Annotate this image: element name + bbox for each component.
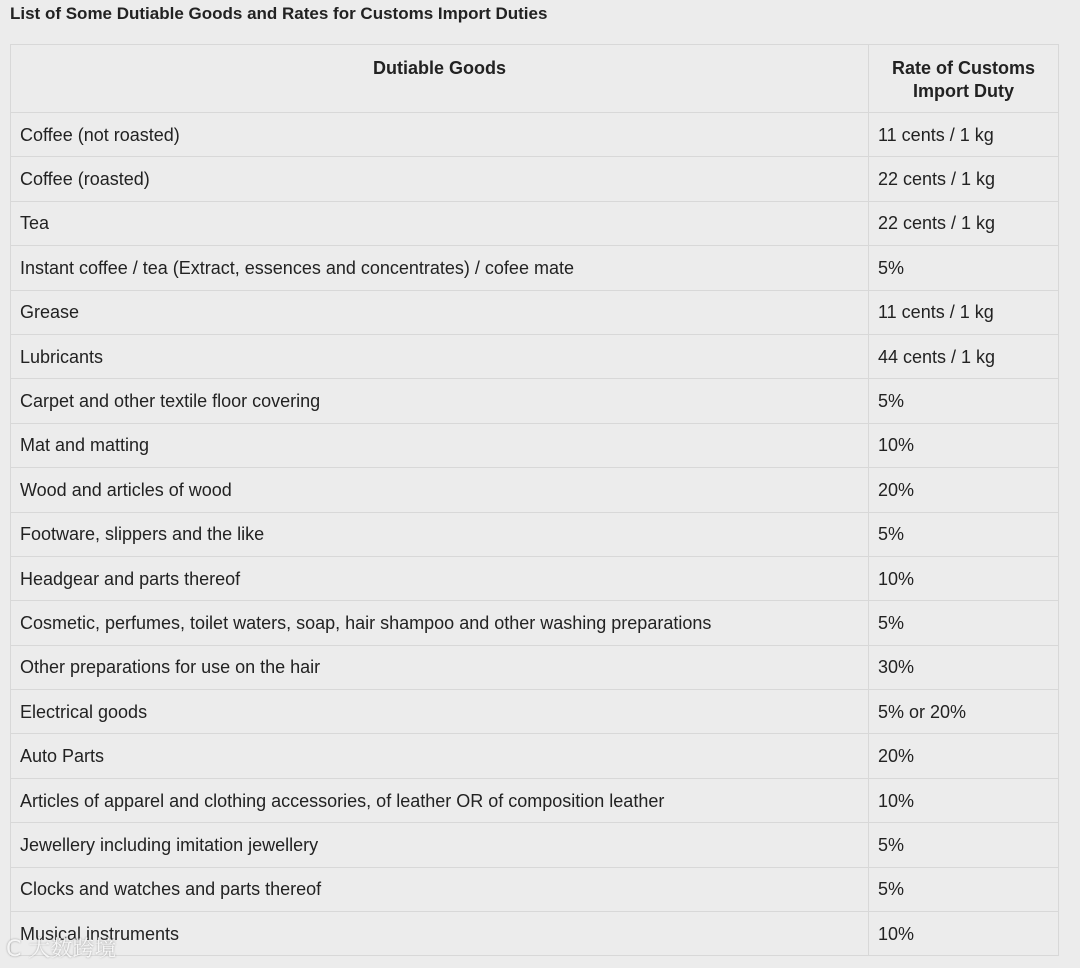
rate-cell: 5% bbox=[869, 823, 1059, 867]
goods-cell: Footware, slippers and the like bbox=[11, 512, 869, 556]
rate-cell: 10% bbox=[869, 912, 1059, 956]
goods-cell: Cosmetic, perfumes, toilet waters, soap, hair shampoo and other washing preparations bbox=[11, 601, 869, 645]
rate-cell: 5% bbox=[869, 867, 1059, 911]
table-row bbox=[11, 645, 1059, 689]
table-row bbox=[11, 468, 1059, 512]
table-row bbox=[11, 334, 1059, 378]
table-row bbox=[11, 157, 1059, 201]
goods-cell: Electrical goods bbox=[11, 690, 869, 734]
table-row bbox=[11, 246, 1059, 290]
rate-cell: 5% or 20% bbox=[869, 690, 1059, 734]
rate-cell: 5% bbox=[869, 601, 1059, 645]
rate-cell: 20% bbox=[869, 468, 1059, 512]
goods-cell: Carpet and other textile floor covering bbox=[11, 379, 869, 423]
rate-cell: 11 cents / 1 kg bbox=[869, 113, 1059, 157]
goods-cell: Instant coffee / tea (Extract, essences and concentrates) / cofee mate bbox=[11, 246, 869, 290]
goods-cell: Headgear and parts thereof bbox=[11, 556, 869, 600]
rate-cell: 5% bbox=[869, 246, 1059, 290]
table-row bbox=[11, 379, 1059, 423]
table-row bbox=[11, 201, 1059, 245]
table-header-row bbox=[11, 45, 1059, 113]
goods-cell: Clocks and watches and parts thereof bbox=[11, 867, 869, 911]
table-body bbox=[11, 113, 1059, 956]
goods-cell: Wood and articles of wood bbox=[11, 468, 869, 512]
goods-cell: Tea bbox=[11, 201, 869, 245]
goods-cell: Articles of apparel and clothing accessories, of leather OR of composition leather bbox=[11, 778, 869, 822]
rate-cell: 20% bbox=[869, 734, 1059, 778]
duties-table bbox=[10, 44, 1059, 956]
rate-cell: 22 cents / 1 kg bbox=[869, 201, 1059, 245]
goods-cell: Other preparations for use on the hair bbox=[11, 645, 869, 689]
rate-cell: 5% bbox=[869, 379, 1059, 423]
table-row bbox=[11, 512, 1059, 556]
table-row bbox=[11, 778, 1059, 822]
rate-cell: 10% bbox=[869, 423, 1059, 467]
rate-cell: 11 cents / 1 kg bbox=[869, 290, 1059, 334]
table-row bbox=[11, 823, 1059, 867]
goods-cell: Auto Parts bbox=[11, 734, 869, 778]
rate-cell: 44 cents / 1 kg bbox=[869, 334, 1059, 378]
header-dutiable-goods: Dutiable Goods bbox=[11, 45, 869, 113]
table-row bbox=[11, 423, 1059, 467]
goods-cell: Musical instruments bbox=[11, 912, 869, 956]
table-row bbox=[11, 690, 1059, 734]
table-row bbox=[11, 290, 1059, 334]
goods-cell: Jewellery including imitation jewellery bbox=[11, 823, 869, 867]
rate-cell: 10% bbox=[869, 778, 1059, 822]
table-row bbox=[11, 734, 1059, 778]
watermark: C 大数跨境 bbox=[6, 937, 117, 962]
table-row bbox=[11, 601, 1059, 645]
rate-cell: 5% bbox=[869, 512, 1059, 556]
page-title: List of Some Dutiable Goods and Rates for Customs Import Duties bbox=[10, 4, 548, 23]
rate-cell: 22 cents / 1 kg bbox=[869, 157, 1059, 201]
goods-cell: Lubricants bbox=[11, 334, 869, 378]
goods-cell: Mat and matting bbox=[11, 423, 869, 467]
rate-cell: 10% bbox=[869, 556, 1059, 600]
table-row bbox=[11, 867, 1059, 911]
rate-cell: 30% bbox=[869, 645, 1059, 689]
table-row bbox=[11, 113, 1059, 157]
table-row bbox=[11, 912, 1059, 956]
table-row bbox=[11, 556, 1059, 600]
header-rate-of-duty: Rate of Customs Import Duty bbox=[869, 45, 1059, 113]
goods-cell: Coffee (not roasted) bbox=[11, 113, 869, 157]
goods-cell: Grease bbox=[11, 290, 869, 334]
goods-cell: Coffee (roasted) bbox=[11, 157, 869, 201]
